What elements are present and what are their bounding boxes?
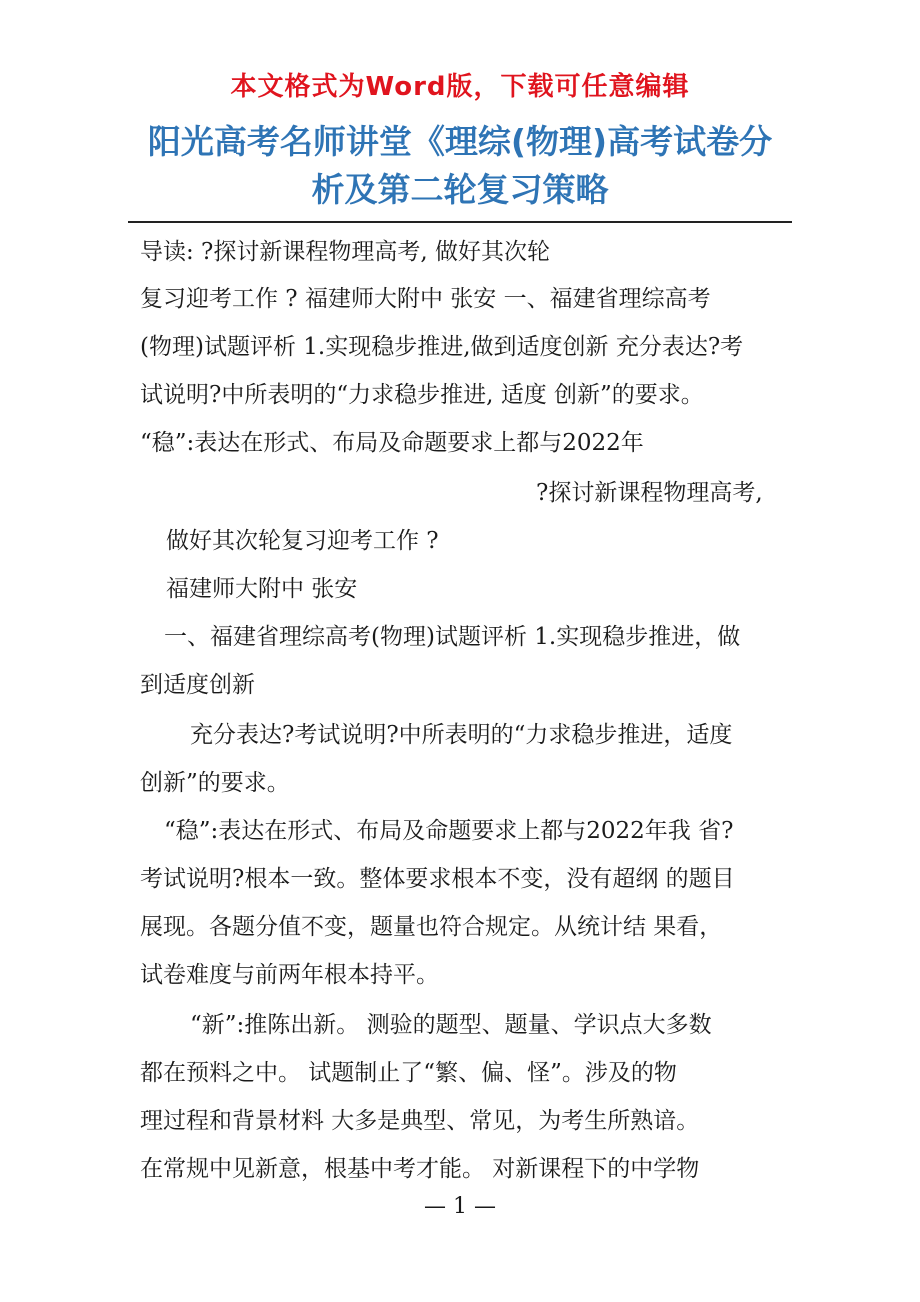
body-line: 一、福建省理综高考(物理)试题评析 1.实现稳步推进，做: [164, 624, 741, 650]
document-title: [120, 118, 800, 214]
title-line-2: 析及第二轮复习策略: [311, 170, 609, 209]
body-line: 充分表达?考试说明?中所表明的“力求稳步推进，适度: [190, 722, 733, 748]
body-line: 展现。各题分值不变，题量也符合规定。从统计结 果看，: [140, 914, 723, 940]
body-line: ?探讨新课程物理高考,: [536, 480, 763, 506]
body-line: 复习迎考工作 ? 福建师大附中 张安 一、福建省理综高考: [140, 286, 711, 312]
body-line: 创新”的要求。: [140, 770, 290, 796]
body-line: “稳”:表达在形式、布局及命题要求上都与2022年我 省?: [164, 818, 734, 844]
body-line: “新”:推陈出新。 测验的题型、题量、学识点大多数: [190, 1012, 712, 1038]
body-line: “稳”:表达在形式、布局及命题要求上都与2022年: [140, 430, 644, 456]
body-line: 理过程和背景材料 大多是典型、常见，为考生所熟谙。: [140, 1108, 700, 1134]
body-line: 在常规中见新意，根基中考才能。 对新课程下的中学物: [140, 1156, 700, 1182]
page-number: — 1 —: [424, 1194, 496, 1219]
format-notice-banner: 本文格式为Word版，下载可任意编辑: [230, 72, 690, 102]
body-line: 都在预料之中。 试题制止了“繁、偏、怪”。涉及的物: [140, 1060, 677, 1086]
body-line: (物理)试题评析 1.实现稳步推进,做到适度创新 充分表达?考: [140, 334, 744, 360]
title-line-1: 阳光高考名师讲堂《理综(物理)高考试卷分: [147, 122, 773, 161]
title-divider: [128, 221, 792, 223]
body-line: 福建师大附中 张安: [166, 576, 358, 602]
body-line: 做好其次轮复习迎考工作 ?: [166, 528, 439, 554]
body-line: 考试说明?根本一致。整体要求根本不变，没有超纲 的题目: [140, 866, 735, 892]
body-line: 试卷难度与前两年根本持平。: [140, 962, 439, 988]
body-line: 导读: ?探讨新课程物理高考, 做好其次轮: [140, 239, 551, 265]
body-line: 到适度创新: [140, 672, 255, 698]
body-line: 试说明?中所表明的“力求稳步推进, 适度 创新”的要求。: [140, 382, 704, 408]
